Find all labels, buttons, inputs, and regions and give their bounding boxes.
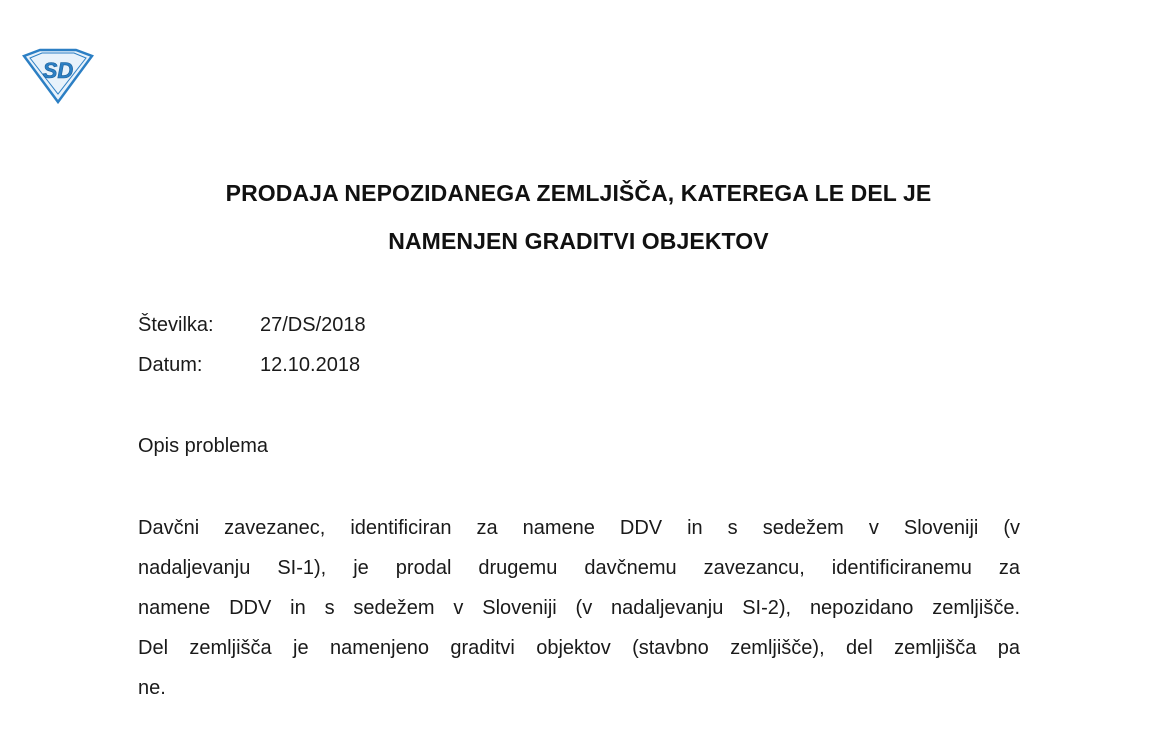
document-date-label: Datum:	[138, 354, 203, 376]
document-date-value: 12.10.2018	[260, 354, 361, 376]
paragraph-line: Davčni zavezanec, identificiran za namene DDV in s sedežem v Sloveniji (v	[138, 517, 1020, 539]
sd-diamond-logo	[20, 48, 96, 104]
paragraph-line: namene DDV in s sedežem v Sloveniji (v nadaljevanju SI-2), nepozidano zemljišče.	[138, 597, 1020, 619]
paragraph-line: nadaljevanju SI-1), je prodal drugemu davčnemu zavezancu, identificiranemu za	[138, 557, 1020, 579]
document-title-line-2: NAMENJEN GRADITVI OBJEKTOV	[388, 228, 769, 254]
document-number-row	[138, 314, 366, 337]
document-number-value: 27/DS/2018	[260, 314, 366, 336]
problem-description-paragraph	[138, 508, 1020, 708]
document-number-label: Številka:	[138, 314, 214, 336]
document-title-line-1: PRODAJA NEPOZIDANEGA ZEMLJIŠČA, KATEREGA LE DEL JE	[225, 180, 932, 206]
document-date-row	[138, 354, 360, 377]
svg-text:SD: SD	[42, 58, 74, 83]
paragraph-line: Del zemljišča je namenjeno graditvi objektov (stavbno zemljišče), del zemljišča pa	[138, 637, 1020, 659]
paragraph-line: ne.	[138, 677, 166, 699]
section-heading: Opis problema	[138, 435, 269, 457]
